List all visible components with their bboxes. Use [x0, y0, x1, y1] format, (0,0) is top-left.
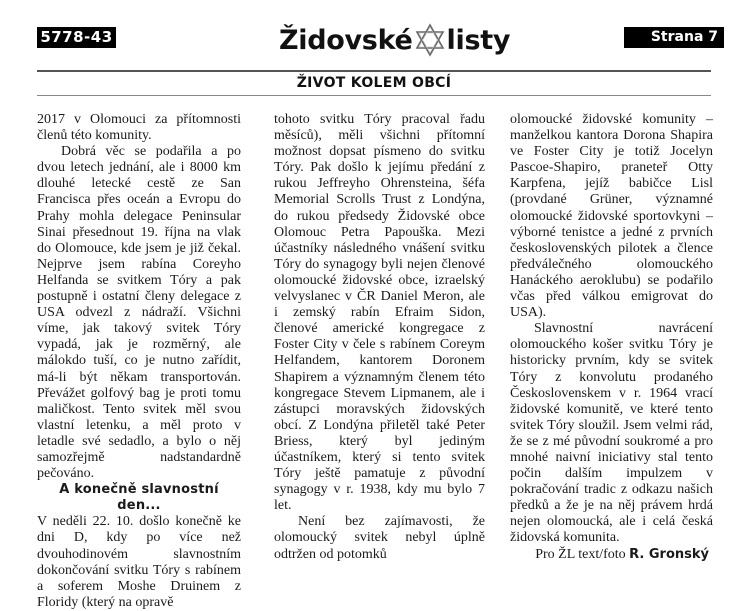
article-column-3	[510, 112, 713, 563]
paragraph: 2017 v Olomouci za přítomnosti členů této komunity.	[37, 112, 241, 144]
issue-number-badge: 5778-43	[37, 27, 116, 48]
page-number-badge: Strana 7	[624, 27, 724, 48]
section-rule	[37, 95, 711, 96]
logo-text-right: listy	[446, 24, 511, 56]
paragraph: V neděli 22. 10. došlo konečně ke dni D, kdy po více než dvouhodinovém slavnostním dokončování svitku Tóry s rabínem a soferem Moshe Druinem z Floridy (který na opravě	[37, 514, 241, 610]
logo-text-left: Židovské	[279, 24, 413, 56]
paragraph: Slavnostní navrácení olomouckého košer svitku Tóry je historicky prvním, kdy se svitek Tóry z konvolutu prodaného Československem v r. 1964 vrací židovské komunitě, ve které tento svitek Tóry sloužil. Jsem velmi rád, že se z mé původní soukromé a pro mnohé naivní iniciativy stal tento počin dalším impulzem v pokračování tradic z odkazu našich předků a že je na něj právem hrdá nejen olomoucká, ale i celá česká židovská komunita.	[510, 321, 713, 546]
subheading: A konečně slavnostní den...	[59, 482, 219, 514]
byline-author: R. Gronský	[629, 546, 709, 562]
masthead-logo	[279, 22, 510, 58]
byline-prefix: Pro ŽL text/foto	[535, 546, 626, 562]
section-title: ŽIVOT KOLEM OBCÍ	[296, 75, 452, 91]
header-rule	[37, 70, 711, 72]
paragraph: tohoto svitku Tóry pracoval řadu měsíců), měli všichni přítomní možnost dopsat písmeno do svitku Tóry. Pak došlo k jejímu předání z rukou Jeffreyho Ohrensteina, šéfa Memorial Scrolls Trust z Londýna, do rukou předsedy Židovské obce Olomouc Petra Papouška. Mezi účastníky následného vnášení svitku Tóry do synagogy byli nejen členové olomoucké židovské obce, izraelský velvyslanec v ČR Daniel Meron, ale i zemský rabín Efraim Sidon, členové americké kongregace z Foster City v čele s rabínem Coreym Helfandem, kantorem Doronem Shapirem a významným členem této kongregace Stevem Lipmanem, ale i zástupci moravských židovských obcí. Z Londýna přiletěl také Peter Briess, který byl jediným účastníkem, který si tento svitek Tóry ještě pamatuje z původní synagogy v r. 1938, kdy mu bylo 7 let.	[274, 112, 485, 514]
paragraph: olomoucké židovské komunity – manželkou kantora Dorona Shapira ve Foster City je totiž Jocelyn Pascoe-Shapiro, praneteř Otty Karpfena, jejíž babičce Lisl (provdané Grüner, významné olomoucké židovské sportovkyni – výborné tenistce a jedné z prvních československých pilotek a člence předválečného olomouckého Hanáckého aeroklubu) se podařilo včas před válkou emigrovat do USA).	[510, 112, 713, 321]
paragraph: Není bez zajímavosti, že olomoucký svitek nebyl úplně odtržen od potomků	[274, 514, 485, 562]
star-of-david-icon	[415, 23, 445, 57]
article-column-2	[274, 112, 485, 563]
article-column-1	[37, 112, 241, 611]
byline	[510, 547, 713, 563]
paragraph: Dobrá věc se podařila a po dvou letech jednání, ale i 8000 km dlouhé letecké cestě ze San Francisca přes oceán a Evropu do Prahy mohla delegace Peninsular Sinai přesednout 19. října na vlak do Olomouce, kde jsem je již čekal. Nejprve jsem rabína Coreyho Helfanda se svitkem Tóry a pak postupně i ostatní členy delegace z USA odvezl z nádraží. Všichni víme, jak takový svitek Tóry vypadá, jak je rozměrný, ale málokdo tuší, co je nutno zařídit, má-li být někam transportován. Převážet golfový bag je proti tomu maličkost. Tento svitek měl svou vlastní letenku, a měl proto v letadle své sedadlo, a bylo o něj samozřejmě nadstandardně pečováno.	[37, 144, 241, 482]
